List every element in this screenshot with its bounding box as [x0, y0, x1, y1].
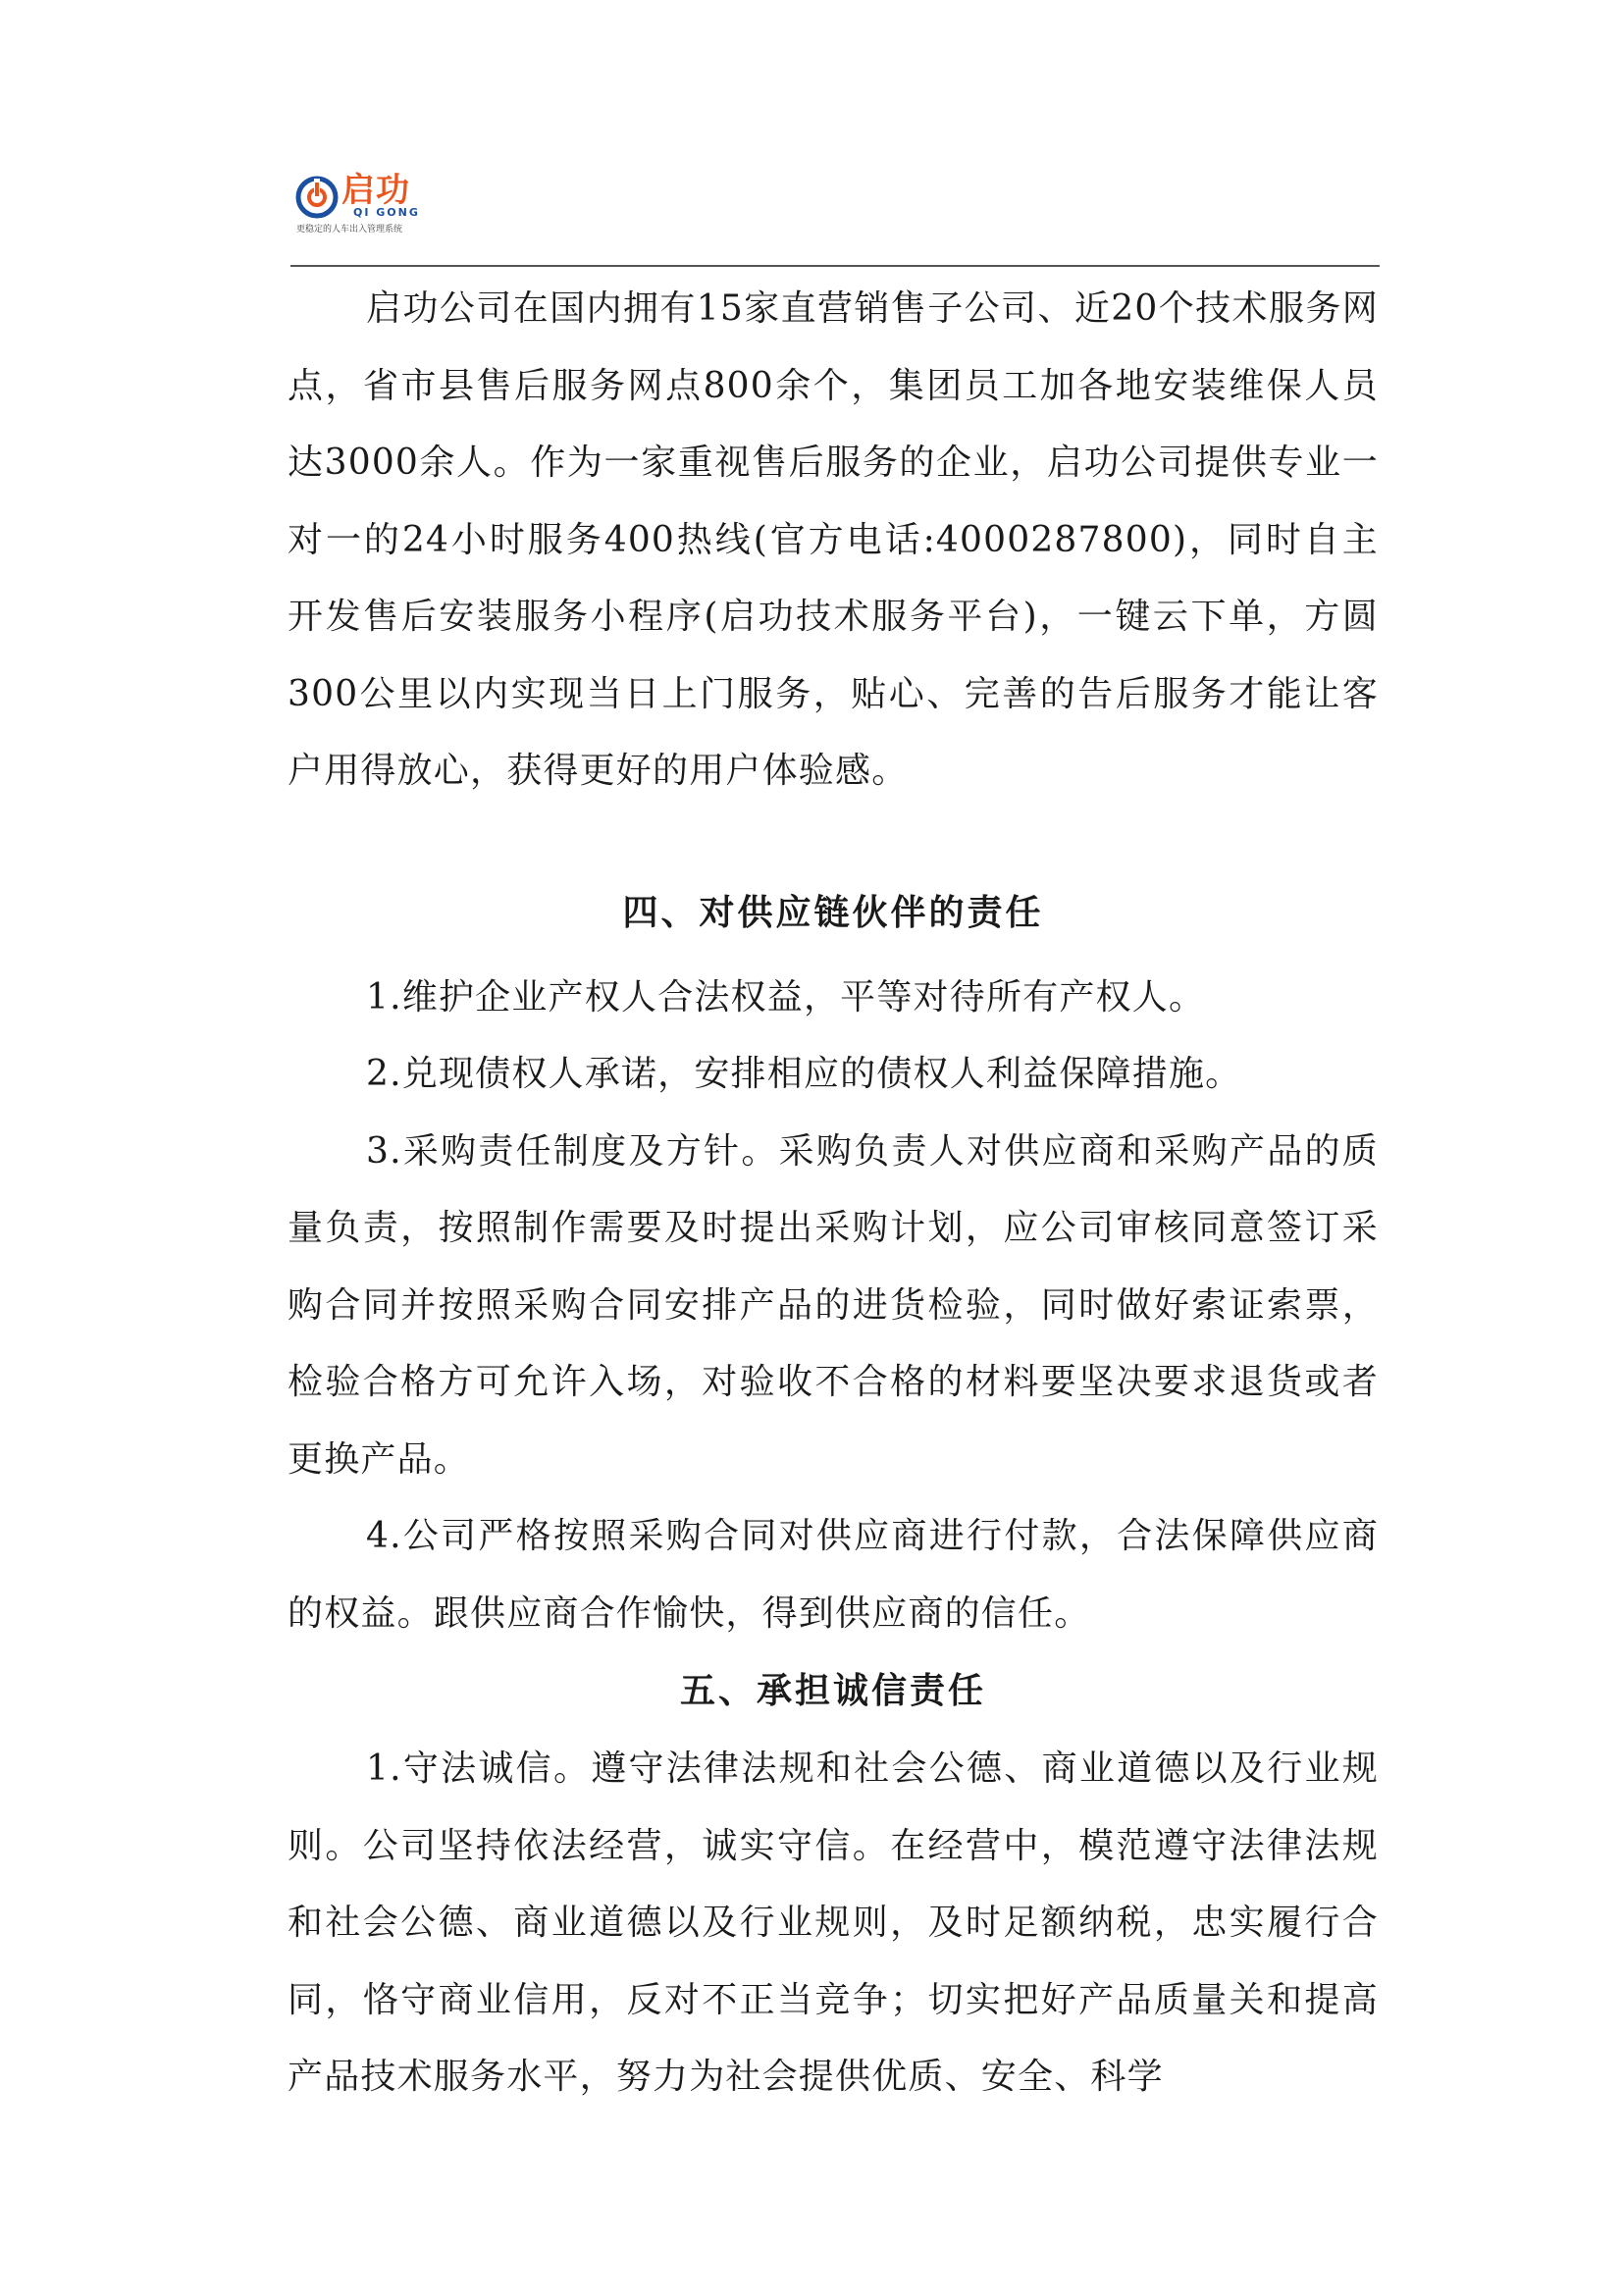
section-heading-integrity: 五、承担诚信责任: [679, 1671, 986, 1711]
list-item: 2.兑现债权人承诺，安排相应的债权人利益保障措施。: [366, 1054, 1242, 1094]
company-logo: [294, 169, 451, 235]
list-item: 3.采购责任制度及方针。采购负责人对供应商和采购产品的质量负责，按照制作需要及时提出采购计划，应公司审核同意签订采购合同并按照采购合同安排产品的进货检验，同时做好索证索票，检验合格方可允许入场，对验收不合格的材料要坚决要求退货或者更换产品。: [288, 1130, 1379, 1480]
section-heading-supply-chain: 四、对供应链伙伴的责任: [622, 892, 1044, 933]
logo-english: QI GONG: [353, 206, 420, 219]
document-body: [288, 271, 1379, 2116]
logo-slogan: 更稳定的人车出入管理系统: [296, 225, 403, 235]
power-logo-icon: [294, 175, 340, 220]
intro-paragraph: 启功公司在国内拥有15家直营销售子公司、近20个技术服务网点，省市县售后服务网点800余个，集团员工加各地安装维保人员达3000余人。作为一家重视售后服务的企业，启功公司提供专业一对一的24小时服务400热线(官方电话:4000287800)，同时自主开发售后安装服务小程序(启功技术服务平台)，一键云下单，方圆300公里以内实现当日上门服务，贴心、完善的告后服务才能让客户用得放心，获得更好的用户体验感。: [288, 288, 1379, 791]
list-item: 1.守法诚信。遵守法律法规和社会公德、商业道德以及行业规则。公司坚持依法经营，诚实守信。在经营中，模范遵守法律法规和社会公德、商业道德以及行业规则，及时足额纳税，忠实履行合同，恪守商业信用，反对不正当竞争；切实把好产品质量关和提高产品技术服务水平，努力为社会提供优质、安全、科学: [288, 1748, 1379, 2097]
logo-text: 启功: [341, 171, 410, 210]
list-item: 1.维护企业产权人合法权益，平等对待所有产权人。: [366, 976, 1206, 1018]
list-item: 4.公司严格按照采购合同对供应商进行付款，合法保障供应商的权益。跟供应商合作愉快，得到供应商的信任。: [288, 1516, 1379, 1634]
header-divider: [290, 265, 1380, 267]
